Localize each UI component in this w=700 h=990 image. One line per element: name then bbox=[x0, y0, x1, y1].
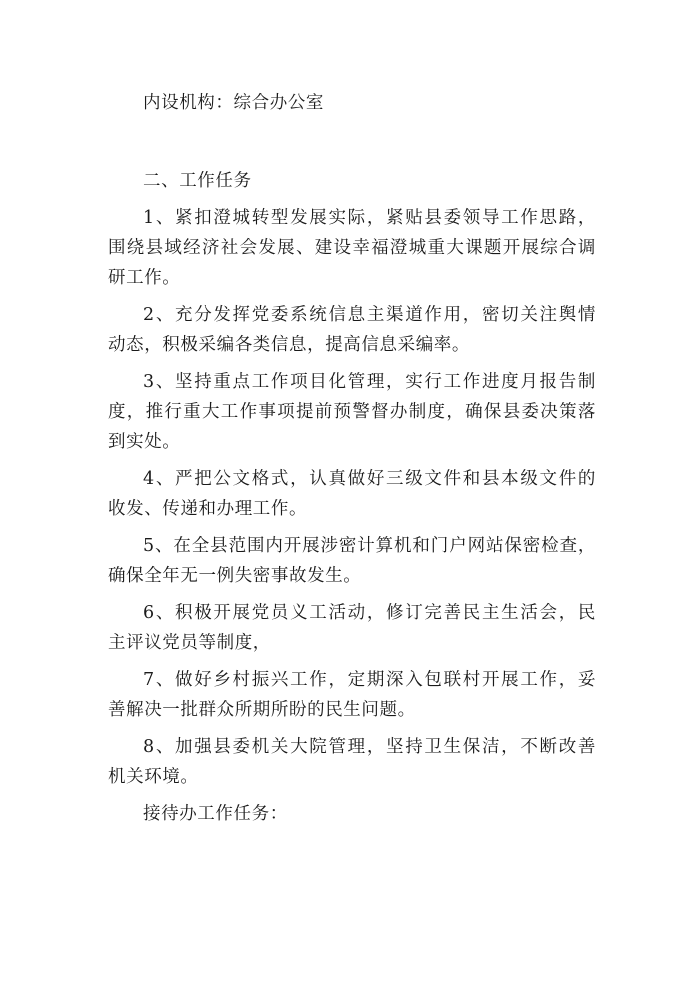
task-line: 3、坚持重点工作项目化管理，实行工作进度月报告制 bbox=[143, 372, 596, 392]
task-line: 8、加强县委机关大院管理，坚持卫生保洁，不断改善 bbox=[143, 737, 596, 757]
task-line: 收发、传递和办理工作。 bbox=[108, 499, 308, 519]
task-item-5 bbox=[108, 531, 596, 591]
task-line: 动态，积极采编各类信息，提高信息采编率。 bbox=[108, 335, 470, 355]
task-item-4 bbox=[108, 464, 596, 524]
task-line: 7、做好乡村振兴工作，定期深入包联村开展工作，妥 bbox=[143, 670, 596, 690]
task-line: 主评议党员等制度， bbox=[108, 633, 271, 653]
reception-office-label: 接待办工作任务： bbox=[143, 804, 288, 824]
org-label: 内设机构：综合办公室 bbox=[143, 93, 324, 113]
task-line: 6、积极开展党员义工活动，修订完善民主生活会，民 bbox=[143, 603, 596, 623]
document-body bbox=[108, 88, 596, 829]
task-item-7 bbox=[108, 665, 596, 725]
task-line: 2、充分发挥党委系统信息主渠道作用，密切关注舆情 bbox=[143, 305, 596, 325]
task-item-8 bbox=[108, 732, 596, 792]
task-line: 到实处。 bbox=[108, 432, 181, 452]
task-line: 研工作。 bbox=[108, 268, 181, 288]
section-heading: 二、工作任务 bbox=[143, 171, 252, 191]
task-item-3 bbox=[108, 367, 596, 457]
task-line: 善解决一批群众所期所盼的民生问题。 bbox=[108, 700, 416, 720]
task-item-1 bbox=[108, 203, 596, 293]
task-line: 5、在全县范围内开展涉密计算机和门户网站保密检查， bbox=[143, 536, 596, 556]
task-line: 围绕县域经济社会发展、建设幸福澄城重大课题开展综合调 bbox=[108, 238, 596, 258]
task-item-2 bbox=[108, 300, 596, 360]
task-line: 确保全年无一例失密事故发生。 bbox=[108, 566, 362, 586]
task-line: 机关环境。 bbox=[108, 767, 199, 787]
task-line: 1、紧扣澄城转型发展实际，紧贴县委领导工作思路， bbox=[143, 208, 596, 228]
task-item-6 bbox=[108, 598, 596, 658]
spacer bbox=[108, 118, 596, 166]
task-line: 4、严把公文格式，认真做好三级文件和县本级文件的 bbox=[143, 469, 596, 489]
task-line: 度，推行重大工作事项提前预警督办制度，确保县委决策落 bbox=[108, 402, 596, 422]
